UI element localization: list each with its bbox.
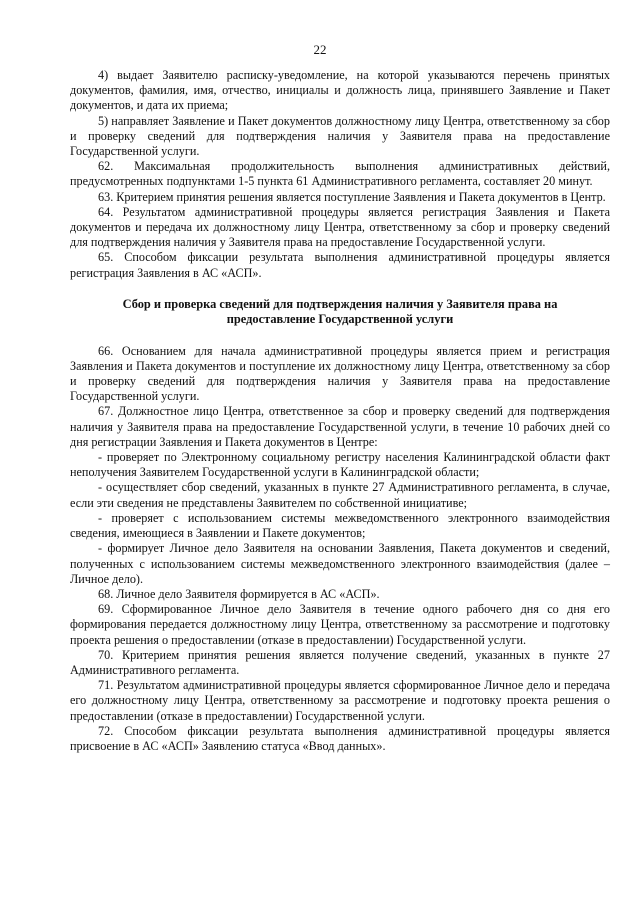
paragraph-67: 67. Должностное лицо Центра, ответственное за сбор и проверку сведений для подтверждения наличия у Заявителя права на предоставление Государственной услуги, в течение 10 рабочих дней со дня регистрации Заявления и Пакета документов в Центре: — [70, 404, 610, 449]
paragraph-4: 4) выдает Заявителю расписку-уведомление, на которой указываются перечень принятых документов, фамилия, имя, отчество, инициалы и должность лица, принявшего Заявление и Пакет документов, и дата их приема; — [70, 68, 610, 113]
paragraph-67-item-4: - формирует Личное дело Заявителя на основании Заявления, Пакета документов и сведений, полученных с использованием системы межведомственного электронного взаимодействия (далее – Личное дело). — [70, 541, 610, 586]
paragraph-5: 5) направляет Заявление и Пакет документов должностному лицу Центра, ответственному за сбор и проверку сведений для подтверждения наличия у Заявителя права на предоставление Государственной услуги. — [70, 113, 610, 159]
paragraph-70: 70. Критерием принятия решения является получение сведений, указанных в пункте 27 Административного регламента. — [70, 647, 610, 677]
paragraph-63: 63. Критерием принятия решения является поступление Заявления и Пакета документов в Центр. — [98, 189, 606, 204]
paragraph-67-item-1: - проверяет по Электронному социальному регистру населения Калининградской области факт неполучения Заявителем Государственной услуги в Калининградской области; — [70, 450, 610, 480]
paragraph-64: 64. Результатом административной процедуры является регистрация Заявления и Пакета документов и передача их должностному лицу Центра, ответственному за сбор и проверку сведений для подтверждения наличия у Заявителя права на предоставление Государственной услуги. — [70, 204, 610, 250]
paragraph-67-item-3: - проверяет с использованием системы межведомственного электронного взаимодействия сведения, имеющиеся в Заявлении и Пакете документов; — [70, 510, 610, 541]
paragraph-68: 68. Личное дело Заявителя формируется в АС «АСП». — [98, 586, 380, 601]
page-number: 22 — [313, 42, 327, 57]
paragraph-65: 65. Способом фиксации результата выполнения административной процедуры является регистрация Заявления в АС «АСП». — [70, 250, 610, 280]
paragraph-69: 69. Сформированное Личное дело Заявителя в течение одного рабочего дня со дня его формирования передается должностному лицу Центра, ответственному за рассмотрение и подготовку проекта решения о предоставлении (отказе в предоставлении) Государственной услуги. — [70, 602, 610, 647]
paragraph-71: 71. Результатом административной процедуры является сформированное Личное дело и передача его должностному лицу Центра, ответственному за рассмотрение и подготовку проекта решения о предоставлении (отказе в предоставлении) Государственной услуги. — [70, 678, 610, 723]
section-heading — [70, 297, 610, 328]
paragraph-66: 66. Основанием для начала административной процедуры является прием и регистрация Заявления и Пакета документов и поступление их должностному лицу Центра, ответственному за сбор и проверку сведений для подтверждения наличия у Заявителя права на предоставление Государственной услуги. — [70, 343, 610, 404]
paragraph-67-item-2: - осуществляет сбор сведений, указанных в пункте 27 Административного регламента, в случае, если эти сведения не представлены Заявителем по собственной инициативе; — [70, 480, 610, 510]
section-heading-line-2: предоставление Государственной услуги — [226, 312, 454, 327]
paragraph-62: 62. Максимальная продолжительность выполнения административных действий, предусмотренных подпунктами 1-5 пункта 61 Административного регламента, составляет 20 минут. — [70, 159, 610, 189]
paragraph-72: 72. Способом фиксации результата выполнения административной процедуры является присвоение в АС «АСП» Заявлению статуса «Ввод данных». — [70, 723, 610, 753]
section-heading-line-1: Сбор и проверка сведений для подтверждения наличия у Заявителя права на — [122, 296, 558, 311]
document-body — [70, 68, 610, 754]
